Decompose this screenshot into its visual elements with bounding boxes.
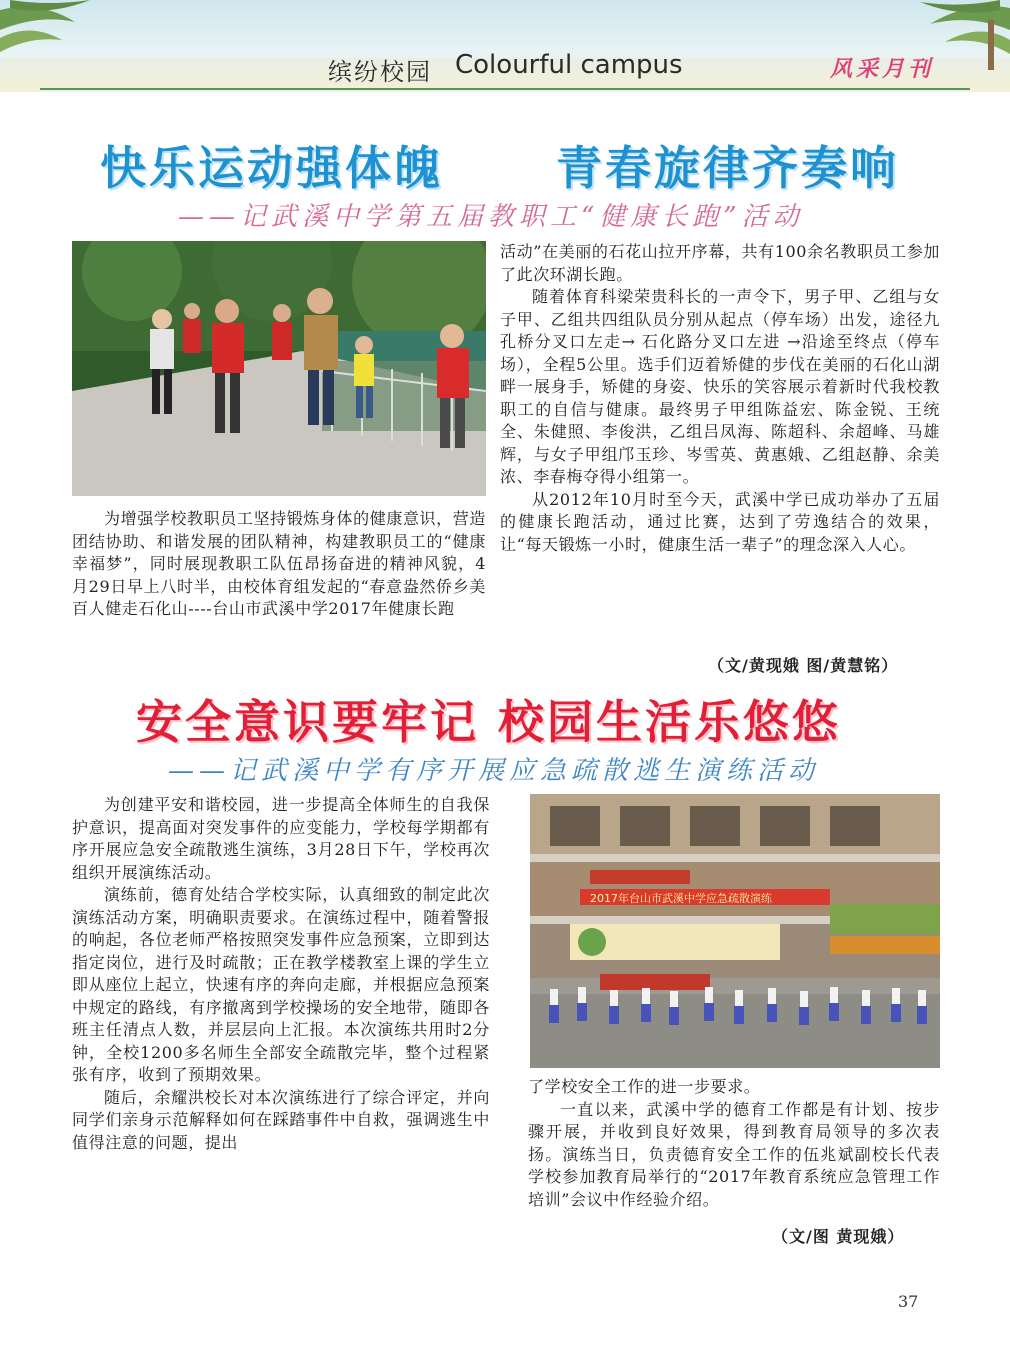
article2-credit: （文/图 黄现娥） xyxy=(772,1227,905,1246)
article1-paragraph-1a: 为增强学校教职员工坚持锻炼身体的健康意识，营造团结协助、和谐发展的团队精神，构建教职员工的“健康幸福梦”，同时展现教职工队伍昂扬奋进的精神风貌，4月29日早上八时半，由校体育组发起的“春意盎然侨乡美 百人健走石化山----台山市武溪中学2017年健康长跑 xyxy=(72,509,486,618)
article2-paragraph-4: 一直以来，武溪中学的德育工作都是有计划、按步骤开展，并收到良好效果，得到教育局领导的多次表扬。演练当日，负责德育安全工作的伍兆斌副校长代表学校参加教育局举行的“2017年教育系统应急管理工作培训”会议中作经验介绍。 xyxy=(528,1099,940,1209)
article2-column2 xyxy=(528,1076,940,1246)
article1-title-a: 快乐运动强体魄 xyxy=(100,141,443,195)
article1-paragraph-3: 从2012年10月时至今天，武溪中学已成功举办了五届的健康长跑活动，通过比赛，达到了劳逸结合的效果，让“每天锻炼一小时，健康生活一辈子”的理念深入人心。 xyxy=(500,489,940,554)
photo-banner-text: 2017年台山市武溪中学应急疏散演练 xyxy=(590,892,772,905)
header-divider xyxy=(40,88,970,90)
article1-column1 xyxy=(72,508,486,668)
article1-photo xyxy=(72,241,486,496)
running-photo-icon xyxy=(72,241,486,496)
article2-subtitle: ——记武溪中学有序开展应急疏散逃生演练活动 xyxy=(168,756,820,786)
palm-left-icon xyxy=(0,0,120,70)
article1-paragraph-2: 随着体育科梁荣贵科长的一声令下，男子甲、乙组与女子甲、乙组共四组队员分别从起点（停车场）出发，途径九孔桥分叉口左走→ 石化路分叉口左进 →沿途至终点（停车场），全程5公里。选手们迈着矫健的步伐在美丽的石化山湖畔一展身手，矫健的身姿、快乐的笑容展示着新时代我校教职工的自信与健康。最终男子甲组陈益宏、陈金锐、王统全、朱健照、李俊洪，乙组吕凤海、陈超科、余超峰、马雄辉，与女子甲组邝玉珍、岑雪英、黄惠娥、乙组赵静、余美浓、李春梅夺得小组第一。 xyxy=(500,287,940,486)
article2-title: 安全意识要牢记 校园生活乐悠悠 xyxy=(136,695,842,749)
article1-column2 xyxy=(500,241,940,651)
section-title-en: Colourful campus xyxy=(455,50,683,80)
article2-paragraph-2: 演练前，德育处结合学校实际，认真细致的制定此次演练活动方案，明确职责要求。在演练过程中，随着警报的响起，各位老师严格按照突发事件应急预案，立即到达指定岗位，进行及时疏散；正在教学楼教室上课的学生立即从座位上起立，快速有序的奔向走廊，并根据应急预案中规定的路线，有序撤离到学校操场的安全地带，随即各班主任清点人数，并层层向上汇报。本次演练共用时2分钟，全校1200多名师生全部安全疏散完毕，整个过程紧张有序，收到了预期效果。 xyxy=(72,885,490,1084)
article1-credit: （文/黄现娥 图/黄慧铭） xyxy=(708,656,899,675)
article2-paragraph-1: 为创建平安和谐校园，进一步提高全体师生的自我保护意识，提高面对突发事件的应变能力，学校每学期都有序开展应急安全疏散逃生演练，3月28日下午，学校再次组织开展演练活动。 xyxy=(72,795,490,882)
article2-paragraph-3a: 随后，余耀洪校长对本次演练进行了综合评定，并向同学们亲身示范解释如何在踩踏事件中自救，强调逃生中值得注意的问题，提出 xyxy=(72,1087,490,1152)
article2-photo xyxy=(530,794,940,1068)
article2-paragraph-3b: 了学校安全工作的进一步要求。 xyxy=(528,1077,761,1096)
article1-title-b: 青春旋律齐奏响 xyxy=(556,141,899,195)
section-title-cn: 缤纷校园 xyxy=(328,58,432,86)
article2-column1 xyxy=(72,794,490,1254)
evacuation-photo-icon xyxy=(530,794,940,1068)
article1-paragraph-1b: 活动”在美丽的石花山拉开序幕，共有100余名教职员工参加了此次环湖长跑。 xyxy=(500,242,940,284)
magazine-brand: 风采月刊 xyxy=(830,56,935,82)
article1-subtitle: ——记武溪中学第五届教职工“健康长跑”活动 xyxy=(178,202,804,232)
page-number: 37 xyxy=(898,1292,919,1311)
